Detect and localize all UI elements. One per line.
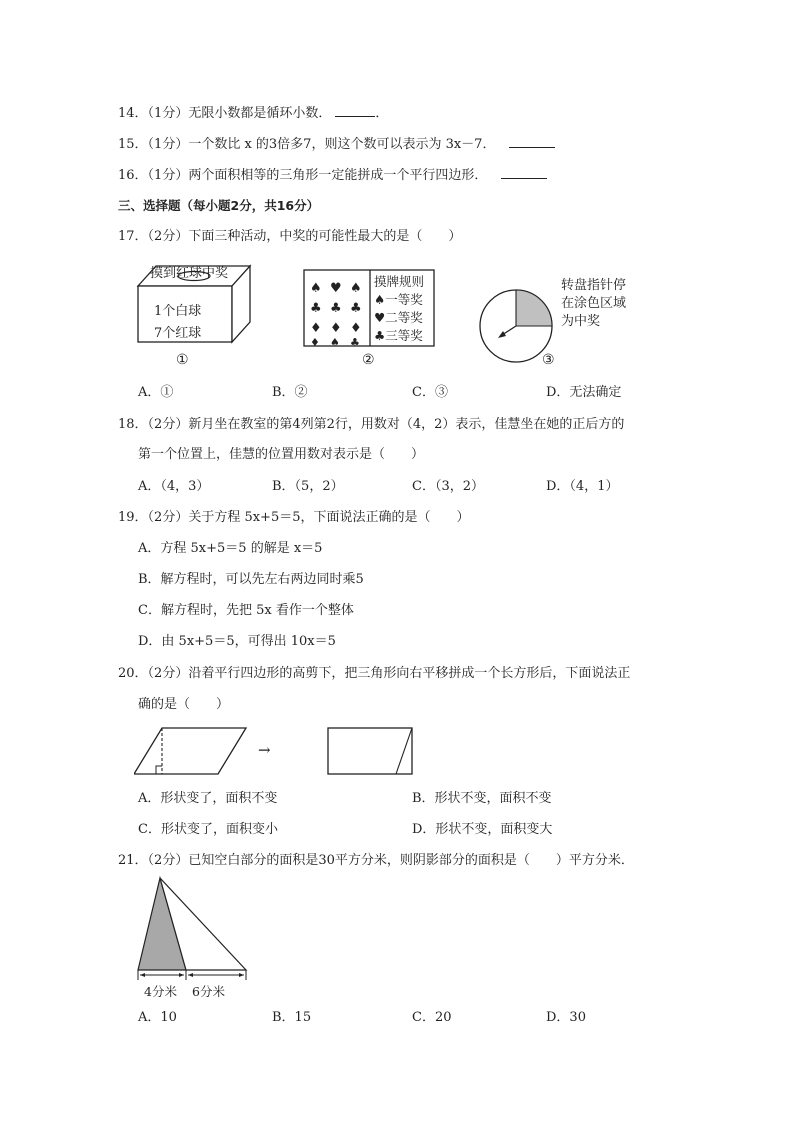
arrow-icon: → <box>258 741 271 759</box>
option-a[interactable]: A．10 <box>138 1010 177 1025</box>
svg-text:♠: ♠ <box>330 336 340 349</box>
svg-text:♣: ♣ <box>350 336 360 349</box>
section-heading: 三、选择题（每小题2分，共16分） <box>118 198 320 213</box>
option-b[interactable]: B．（5，2） <box>272 479 344 494</box>
answer-blank[interactable] <box>509 135 555 148</box>
option-a[interactable]: A．方程 5x+5＝5 的解是 x＝5 <box>138 541 323 556</box>
fig1-title: 摸到红球中奖 <box>150 266 229 281</box>
option-b[interactable]: B．解方程时，可以先左右两边同时乘5 <box>138 572 364 587</box>
fig2-label: ② <box>362 352 375 368</box>
fig1-line1: 1个白球 <box>154 304 202 319</box>
option-a[interactable]: A．（4，3） <box>138 479 210 494</box>
option-b[interactable]: B．② <box>272 385 308 400</box>
fig2-rule3: ♣三等奖 <box>374 328 423 343</box>
option-a[interactable]: A．① <box>138 385 174 400</box>
question-20-line1: 20．（2分）沿着平行四边形的高剪下，把三角形向右平移拼成一个长方形后，下面说法正 <box>118 666 631 681</box>
option-d[interactable]: D．30 <box>546 1010 586 1025</box>
question-16 <box>118 166 547 185</box>
fig3-text1: 转盘指针停 <box>561 278 627 293</box>
option-c[interactable]: C．20 <box>412 1010 452 1025</box>
fig3-text3: 为中奖 <box>561 314 601 329</box>
fig3-label: ③ <box>542 352 555 368</box>
option-c[interactable]: C．（3，2） <box>412 479 484 494</box>
question-21-text: 21．（2分）已知空白部分的面积是30平方分米，则阴影部分的面积是（ ）平方分米． <box>118 853 634 868</box>
question-16-text: 16．（1分）两个面积相等的三角形一定能拼成一个平行四边形． <box>118 168 488 183</box>
fig1-label: ① <box>176 352 189 368</box>
svg-text:♣: ♣ <box>350 301 362 316</box>
option-d[interactable]: D．形状不变，面积变大 <box>412 822 553 837</box>
triangle-figure <box>134 874 254 982</box>
option-d[interactable]: D．由 5x+5＝5，可得出 10x＝5 <box>138 634 336 649</box>
svg-text:♠: ♠ <box>350 281 362 296</box>
question-17-text: 17．（2分）下面三种活动，中奖的可能性最大的是（ ） <box>118 229 462 244</box>
question-14 <box>118 104 388 123</box>
fig2-rules: 摸牌规则 <box>374 274 425 289</box>
question-18-line2: 第一个位置上，佳慧的位置用数对表示是（ ） <box>138 447 425 462</box>
fig2-rule1: ♠一等奖 <box>374 292 423 307</box>
option-c[interactable]: C．③ <box>412 385 448 400</box>
fig1-line2: 7个红球 <box>154 326 202 341</box>
fig2-rule2: ♥二等奖 <box>374 310 423 325</box>
svg-text:♣: ♣ <box>310 301 322 316</box>
option-d[interactable]: D．无法确定 <box>546 385 622 400</box>
question-19-text: 19．（2分）关于方程 5x+5＝5，下面说法正确的是（ ） <box>118 510 470 525</box>
option-b[interactable]: B．形状不变，面积不变 <box>412 791 552 806</box>
question-14-text: 14．（1分）无限小数都是循环小数． <box>118 106 332 121</box>
question-18-line1: 18．（2分）新月坐在教室的第4列第2行，用数对（4，2）表示，佳慧坐在她的正后方的 <box>118 417 625 432</box>
option-a[interactable]: A．形状变了，面积不变 <box>138 791 278 806</box>
option-c[interactable]: C．形状变了，面积变小 <box>138 822 278 837</box>
option-d[interactable]: D．（4，1） <box>546 479 619 494</box>
question-15-text: 15．（1分）一个数比 x 的3倍多7，则这个数可以表示为 3x－7． <box>118 137 496 152</box>
svg-text:♦: ♦ <box>310 321 322 336</box>
parallelogram-figure <box>134 724 424 780</box>
svg-text:♦: ♦ <box>350 321 362 336</box>
svg-text:♣: ♣ <box>330 301 342 316</box>
svg-text:♥: ♥ <box>330 281 342 296</box>
dimension-4dm: 4分米 <box>144 984 177 999</box>
answer-blank[interactable] <box>501 166 547 179</box>
question-20-line2: 确的是（ ） <box>138 697 230 712</box>
question-15 <box>118 135 555 154</box>
answer-blank[interactable] <box>335 104 375 117</box>
fig3-text2: 在涂色区域 <box>561 296 627 311</box>
svg-text:♦: ♦ <box>330 321 342 336</box>
svg-text:♠: ♠ <box>310 281 322 296</box>
svg-text:♦: ♦ <box>310 336 320 349</box>
question-14-end: ． <box>375 106 389 121</box>
option-c[interactable]: C．解方程时，先把 5x 看作一个整体 <box>138 603 354 618</box>
option-b[interactable]: B．15 <box>272 1010 312 1025</box>
dimension-6dm: 6分米 <box>192 984 225 999</box>
